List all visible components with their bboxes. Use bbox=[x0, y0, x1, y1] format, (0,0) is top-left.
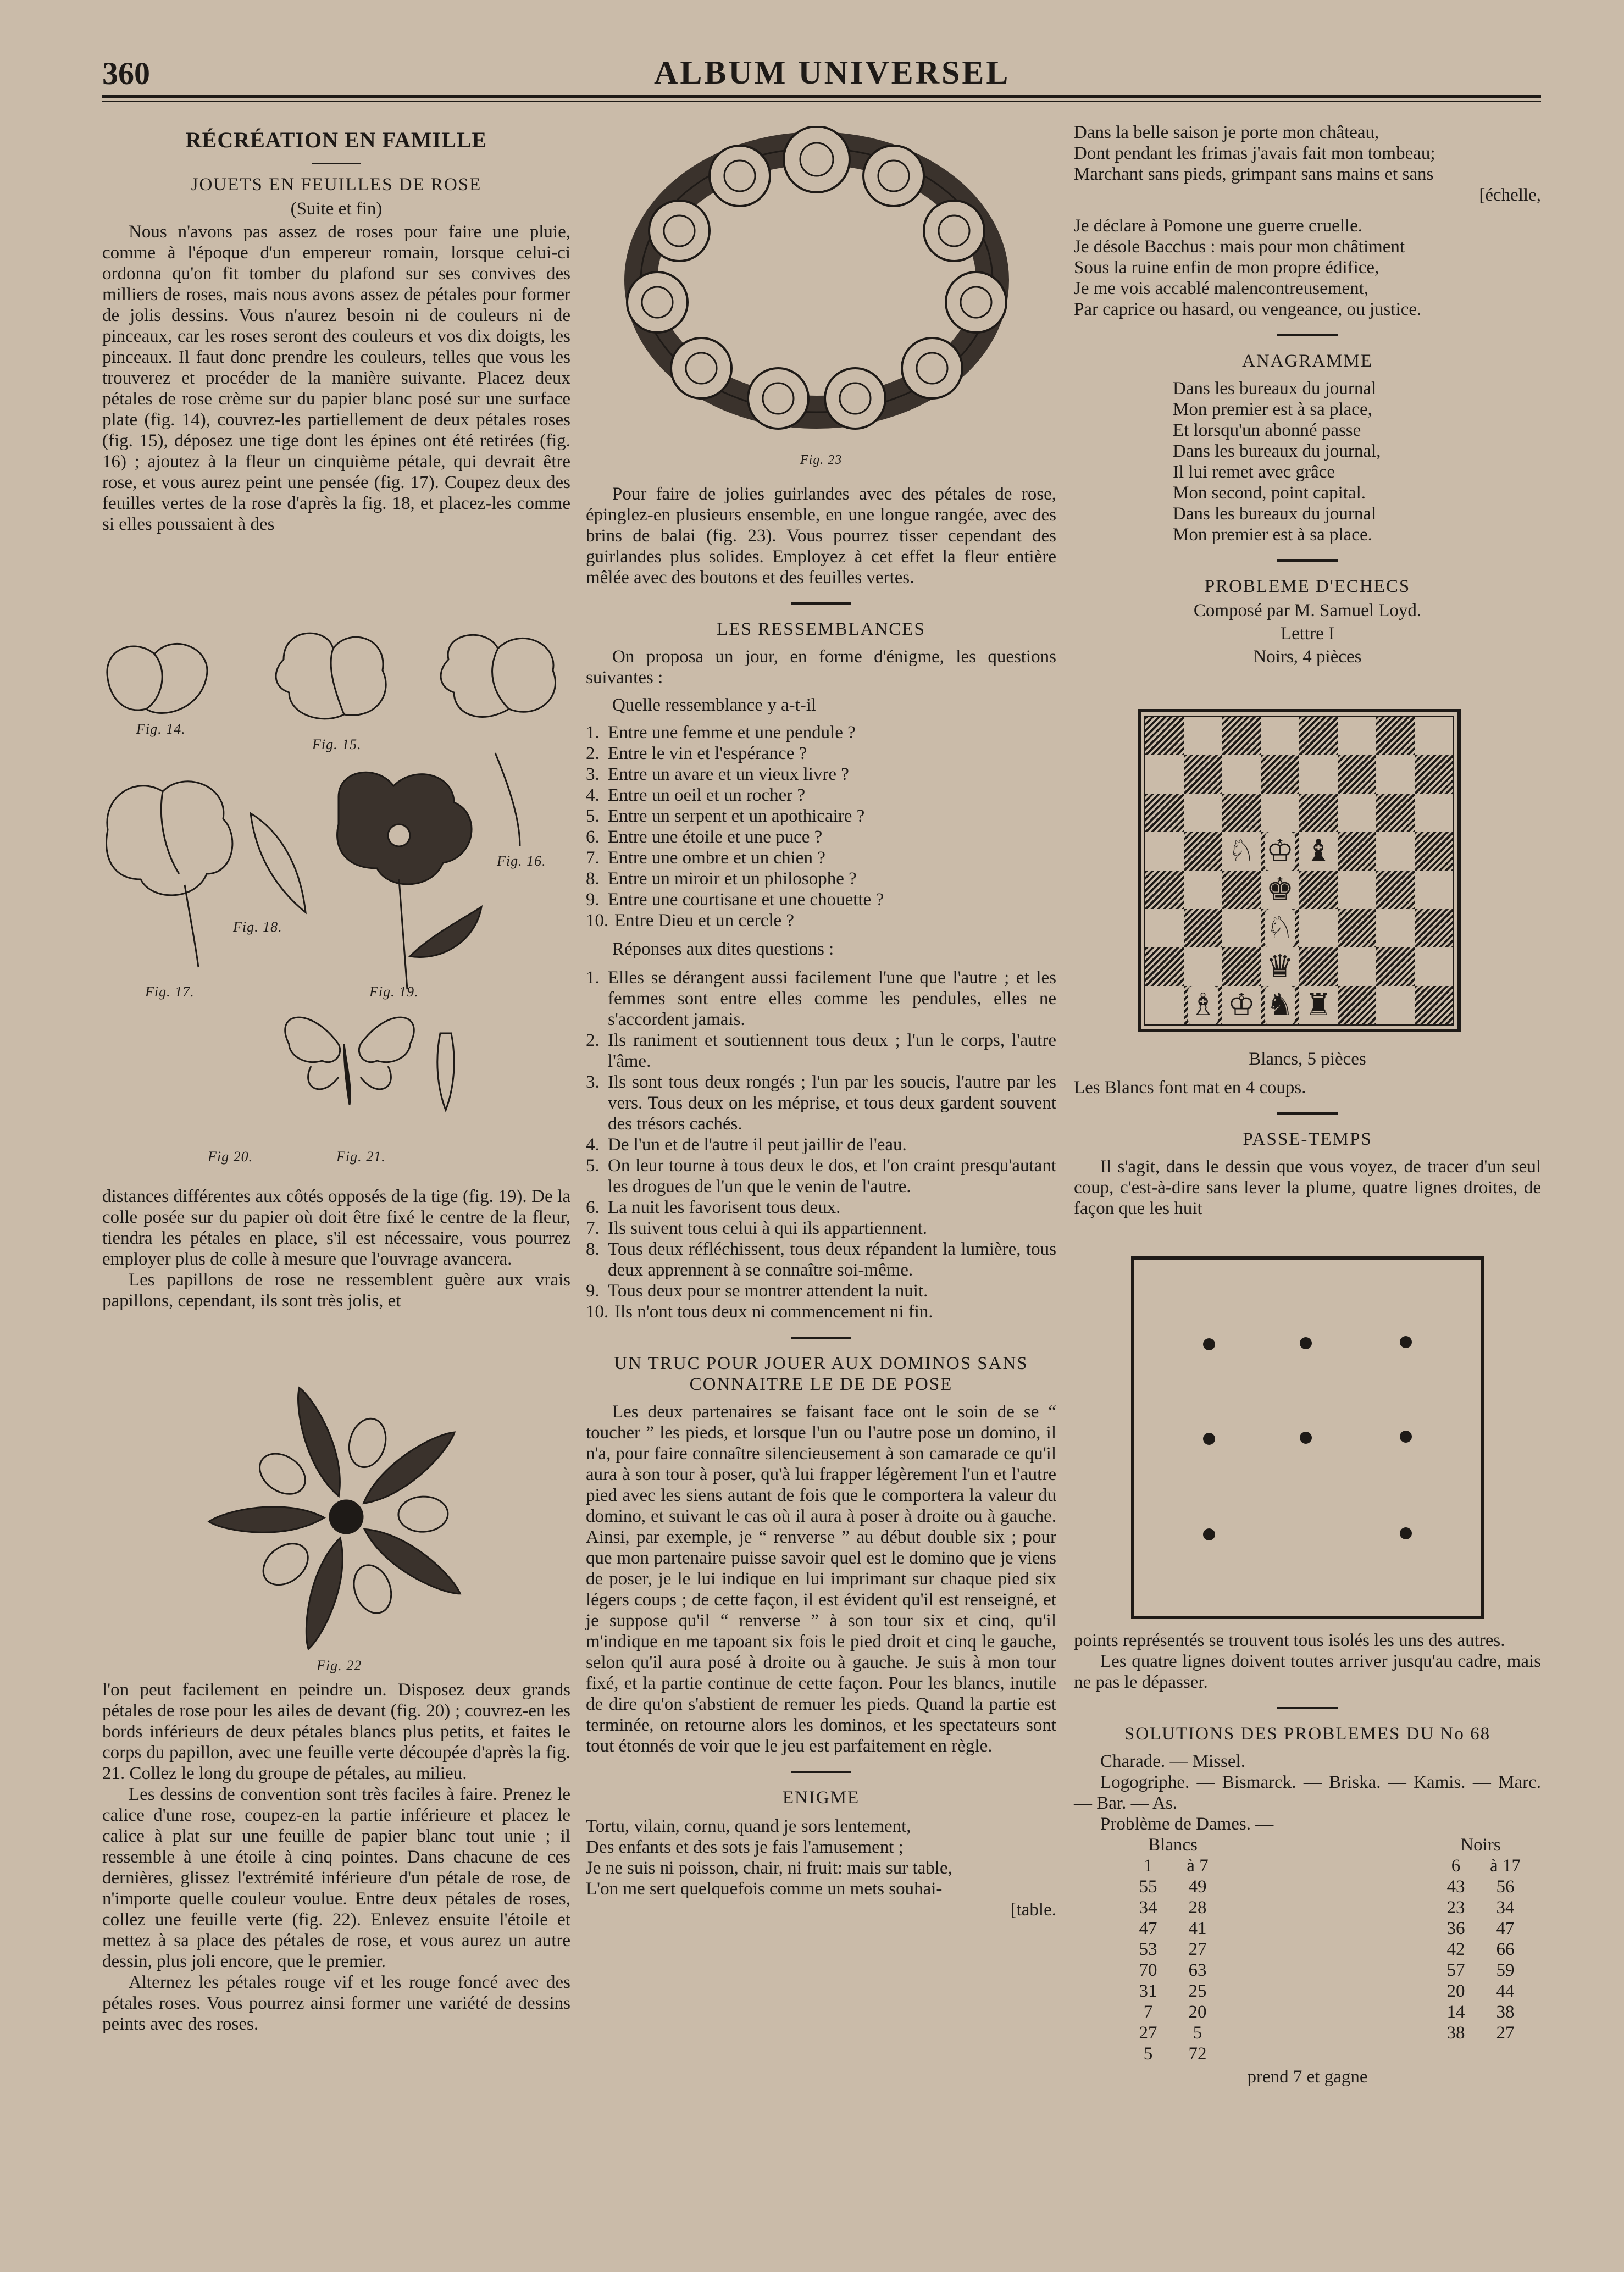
table-cell: 34 bbox=[1496, 1898, 1515, 1918]
table-cell: 72 bbox=[1188, 2044, 1207, 2064]
domino-heading: UN TRUC POUR JOUER AUX DOMINOS SANS CONNAITRE LE DE DE POSE bbox=[614, 1354, 1028, 1394]
enigme-heading: ENIGME bbox=[782, 1788, 860, 1808]
table-cell: 56 bbox=[1496, 1877, 1515, 1897]
chess-square bbox=[1299, 755, 1338, 794]
chess-square bbox=[1299, 794, 1338, 832]
list-item: 4. De l'un et de l'autre il peut jaillir de l'eau. bbox=[586, 1135, 907, 1155]
chess-letter: Lettre I bbox=[1280, 624, 1335, 644]
chess-square bbox=[1376, 909, 1415, 947]
chess-square bbox=[1338, 909, 1376, 947]
chess-square bbox=[1299, 986, 1338, 1024]
left-column-top bbox=[102, 130, 570, 535]
fig-20-drawing bbox=[285, 1017, 414, 1105]
solution-charade: Charade. — Missel. bbox=[1100, 1752, 1245, 1771]
divider bbox=[1277, 1112, 1338, 1115]
chess-square bbox=[1415, 871, 1453, 909]
fig-14-caption: Fig. 14. bbox=[136, 721, 186, 737]
table-cell: 66 bbox=[1496, 1939, 1515, 1959]
petal-figures bbox=[102, 627, 570, 1176]
chess-square bbox=[1299, 947, 1338, 986]
verse-line: Mon second, point capital. bbox=[1173, 483, 1366, 503]
chess-square bbox=[1184, 871, 1222, 909]
chess-piece: ♔ bbox=[1265, 832, 1295, 871]
fig-22-drawing bbox=[181, 1363, 511, 1671]
chess-square bbox=[1145, 909, 1184, 947]
chess-square bbox=[1184, 909, 1222, 947]
verse-line: Il lui remet avec grâce bbox=[1173, 462, 1335, 482]
spacer bbox=[1222, 2043, 1431, 2064]
verse-line: Dans les bureaux du journal bbox=[1173, 379, 1377, 398]
passe-temps-puzzle bbox=[1131, 1256, 1484, 1619]
fig-18-drawing bbox=[251, 813, 306, 912]
article-paragraph: Les papillons de rose ne ressemblent guère aux vrais papillons, cependant, ils sont très jolis, et bbox=[102, 1270, 570, 1311]
fig-18-caption: Fig. 18. bbox=[233, 919, 282, 935]
chess-heading: PROBLEME D'ECHECS bbox=[1204, 577, 1411, 596]
fig-21-drawing bbox=[437, 1033, 454, 1110]
page-number: 360 bbox=[102, 56, 150, 91]
table-cell: 42 bbox=[1446, 1939, 1465, 1959]
chess-square bbox=[1338, 871, 1376, 909]
chess-piece: ♘ bbox=[1227, 833, 1256, 869]
enigme-continued bbox=[1074, 122, 1541, 320]
left-column-bottom bbox=[102, 1680, 570, 2035]
noirs-header: Noirs bbox=[1460, 1835, 1501, 1855]
list-item: 6. La nuit les favorisent tous deux. bbox=[586, 1198, 841, 1217]
article-paragraph: l'on peut facilement en peindre un. Disposez deux grands pétales de rose pour les ailes de devant (fig. 20) ; couvrez-en les bords inférieurs de deux pétales blancs plus petits, et faites le corps du papillon, avec une feuille verte découpée d'après la fig. 21. Collez le long du groupe de pétales, au milieu. bbox=[102, 1680, 570, 1783]
anagramme-heading: ANAGRAMME bbox=[1241, 351, 1373, 371]
table-cell: 25 bbox=[1188, 1981, 1207, 2001]
right-column-bottom bbox=[1074, 1630, 1541, 2090]
chess-square bbox=[1222, 909, 1261, 947]
spacer bbox=[1222, 1855, 1431, 1876]
list-item: 5. Entre un serpent et un apothicaire ? bbox=[586, 806, 865, 826]
middle-column bbox=[586, 484, 1056, 1920]
divider bbox=[1277, 1707, 1338, 1709]
verse-line: Je me vois accablé malencontreusement, bbox=[1074, 279, 1369, 298]
journal-title: ALBUM UNIVERSEL bbox=[654, 54, 1011, 91]
spacer bbox=[1222, 1876, 1431, 1897]
table-cell: 7 bbox=[1143, 2002, 1153, 2022]
header-rule-thin bbox=[102, 101, 1541, 102]
divider bbox=[791, 1771, 851, 1773]
verse-line: L'on me sert quelquefois comme un mets souhai- bbox=[586, 1879, 943, 1899]
fig-21-caption: Fig. 21. bbox=[336, 1149, 386, 1165]
passe-temps-text: points représentés se trouvent tous isolés les uns des autres. bbox=[1074, 1631, 1505, 1650]
chess-square bbox=[1338, 986, 1376, 1024]
chess-square bbox=[1376, 947, 1415, 986]
fig-14-drawing bbox=[107, 644, 207, 713]
table-cell: 38 bbox=[1446, 2023, 1465, 2043]
passe-temps-text: Les quatre lignes doivent toutes arriver jusqu'au cadre, mais ne pas le dépasser. bbox=[1074, 1652, 1541, 1692]
chess-square bbox=[1145, 755, 1184, 794]
table-cell bbox=[1431, 2043, 1481, 2064]
spacer bbox=[1222, 2022, 1431, 2043]
chess-square bbox=[1338, 717, 1376, 755]
chess-square bbox=[1222, 832, 1261, 871]
table-cell: 47 bbox=[1496, 1919, 1515, 1938]
chess-square bbox=[1261, 794, 1299, 832]
right-column-mid bbox=[1074, 1049, 1541, 1219]
chess-piece: ♘ bbox=[1265, 909, 1295, 947]
article-heading: JOUETS EN FEUILLES DE ROSE bbox=[191, 175, 482, 195]
header-rule-thick bbox=[102, 95, 1541, 98]
solution-end: prend 7 et gagne bbox=[1247, 2067, 1368, 2087]
spacer bbox=[1222, 1897, 1431, 1918]
divider bbox=[791, 602, 851, 605]
table-cell: 6 bbox=[1451, 1856, 1461, 1876]
table-cell: 57 bbox=[1446, 1960, 1465, 1980]
table-cell: 59 bbox=[1496, 1960, 1515, 1980]
chess-square bbox=[1415, 755, 1453, 794]
domino-paragraph: Les deux partenaires se faisant face ont le soin de se “ toucher ” les pieds, et lorsque l'un ou l'autre pose un domino, il n'a, pour faire connaître silencieusement à son camarade ce qu'il aura à son tour à poser, qu'à lui frapper légèrement l'un et l'autre pied avec les siens autant de fois que le comportera la valeur du domino, et suivant le cas où il aura à poser à droite ou à gauche. Ainsi, par exemple, je “ renverse ” au début double six ; pour que mon partenaire puisse savoir quel est le domino que je viens de poser, je le lui indique en lui imprimant sur chaque pied six légers coups ; de cette façon, il est évident qu'il est renseigné, et je suppose qu'il “ renverse ” à son tour six et cinq, qu'il m'indique en me tapoant six fois le pied droit et cinq le gauche, selon qu'il aura posé à droite ou à gauche. Je suis à mon tour fixé, et la partie continue de cette façon. Pour les blancs, inutile de dire qu'on s'abstient de remuer les pieds. Quand la partie est terminée, on retourne alors les dominos, et les spectateurs sont tout étonnés de voir que le jeu est parfaitement en règle. bbox=[586, 1402, 1056, 1756]
chess-square bbox=[1376, 871, 1415, 909]
solutions-heading: SOLUTIONS DES PROBLEMES DU No 68 bbox=[1124, 1724, 1491, 1744]
chess-square bbox=[1145, 717, 1184, 755]
table-cell: 70 bbox=[1139, 1960, 1157, 1980]
verse-line: Des enfants et des sots je fais l'amusement ; bbox=[586, 1837, 904, 1857]
chess-piece: ♛ bbox=[1266, 949, 1294, 984]
verse-line: Je ne suis ni poisson, chair, ni fruit: mais sur table, bbox=[586, 1858, 952, 1878]
table-cell: 27 bbox=[1188, 1939, 1207, 1959]
right-column-top bbox=[1074, 122, 1541, 669]
table-cell: 27 bbox=[1139, 2023, 1157, 2043]
article-paragraph: distances différentes aux côtés opposés de la tige (fig. 19). De la colle posée sur du papier où doit être fixé le centre de la fleur, tiendra les pétales en place, s'il est nécessaire, vous pourrez employer plus de colle à mesure que l'ouvrage avancera. bbox=[102, 1187, 570, 1269]
table-cell: 38 bbox=[1496, 2002, 1515, 2022]
table-cell: 20 bbox=[1446, 1981, 1465, 2001]
passe-temps-heading: PASSE-TEMPS bbox=[1243, 1129, 1372, 1149]
fig-17-drawing bbox=[107, 782, 232, 967]
fig-23-caption: Fig. 23 bbox=[800, 453, 843, 467]
table-cell: 63 bbox=[1188, 1960, 1207, 1980]
chessboard bbox=[1138, 709, 1461, 1032]
answers-list bbox=[586, 967, 1056, 1322]
list-item: 1. Elles se dérangent aussi facilement l'une que l'autre ; et les femmes sont entre elles comme les pendules, elles ne s'accordent jamais. bbox=[586, 968, 1056, 1029]
chess-square bbox=[1261, 909, 1299, 947]
chess-square bbox=[1261, 986, 1299, 1024]
chess-piece: ♞ bbox=[1265, 986, 1295, 1024]
verse-line: Dont pendant les frimas j'avais fait mon tombeau; bbox=[1074, 143, 1435, 163]
chess-square bbox=[1261, 832, 1299, 871]
chess-piece: ♝ bbox=[1304, 833, 1333, 869]
chess-author: Composé par M. Samuel Loyd. bbox=[1193, 601, 1422, 620]
list-item: 9. Entre une courtisane et une chouette ? bbox=[586, 890, 884, 910]
chessboard-grid bbox=[1144, 716, 1454, 1026]
chess-goal: Les Blancs font mat en 4 coups. bbox=[1074, 1078, 1306, 1098]
fig-16-caption: Fig. 16. bbox=[497, 853, 546, 869]
chess-piece: ♜ bbox=[1304, 987, 1333, 1023]
chess-square bbox=[1415, 832, 1453, 871]
anagramme-verse bbox=[1173, 378, 1541, 545]
spacer bbox=[1222, 1960, 1431, 1981]
section-title: RÉCRÉATION EN FAMILLE bbox=[185, 128, 487, 152]
chess-square bbox=[1299, 871, 1338, 909]
fig-17-caption: Fig. 17. bbox=[145, 984, 195, 1000]
spacer bbox=[1222, 1918, 1431, 1939]
list-item: 3. Entre un avare et un vieux livre ? bbox=[586, 764, 849, 784]
fig-15-drawing bbox=[276, 633, 386, 719]
verse-line: Par caprice ou hasard, ou vengeance, ou justice. bbox=[1074, 300, 1422, 319]
chess-square bbox=[1415, 947, 1453, 986]
chess-square bbox=[1299, 717, 1338, 755]
chess-square bbox=[1145, 871, 1184, 909]
article-paragraph: Les dessins de convention sont très faciles à faire. Prenez le calice d'une rose, coupez-en la partie inférieure et placez le calice à plat sur une feuille de papier blanc tout unie ; il ressemble à une étoile à cinq pointes. Dans chacune de ces dernières, glissez l'extrémité inférieure d'un pétale de rose, de n'importe quelle couleur voulue. Entre deux pétales de roses, collez une feuille verte (fig. 22). Enlevez ensuite l'étoile et mettez à sa place des pétales de rose, et vous aurez un autre dessin, plus joli encore, que le premier. bbox=[102, 1785, 570, 1971]
table-cell: à 7 bbox=[1187, 1856, 1209, 1876]
spacer bbox=[1222, 1981, 1431, 2002]
table-cell: 34 bbox=[1139, 1898, 1157, 1918]
table-cell: 43 bbox=[1446, 1877, 1465, 1897]
table-cell bbox=[1481, 2043, 1530, 2064]
chess-square bbox=[1415, 986, 1453, 1024]
verse-line: Mon premier est à sa place, bbox=[1173, 400, 1372, 419]
chess-square bbox=[1376, 986, 1415, 1024]
chess-square bbox=[1222, 717, 1261, 755]
chess-square bbox=[1184, 986, 1222, 1024]
chess-black-label: Noirs, 4 pièces bbox=[1253, 647, 1362, 667]
list-item: 10. Entre Dieu et un cercle ? bbox=[586, 911, 795, 930]
chess-square bbox=[1222, 755, 1261, 794]
list-item: 5. On leur tourne à tous deux le dos, et l'on craint presqu'autant les drogues de l'un que le venin de l'autre. bbox=[586, 1156, 1056, 1196]
list-item: 8. Entre un miroir et un philosophe ? bbox=[586, 869, 857, 889]
left-column-mid bbox=[102, 1186, 570, 1311]
chess-square bbox=[1299, 909, 1338, 947]
chess-square bbox=[1222, 794, 1261, 832]
chess-piece: ♚ bbox=[1266, 872, 1294, 907]
dames-solution-table bbox=[1123, 1835, 1541, 2064]
blancs-header: Blancs bbox=[1148, 1835, 1198, 1855]
chess-white-label: Blancs, 5 pièces bbox=[1249, 1049, 1366, 1069]
table-cell: 27 bbox=[1496, 2023, 1515, 2043]
table-cell: 5 bbox=[1143, 2044, 1153, 2064]
table-cell: 53 bbox=[1139, 1939, 1157, 1959]
chess-square bbox=[1184, 832, 1222, 871]
spacer bbox=[1222, 1939, 1431, 1960]
chess-piece: ♗ bbox=[1188, 986, 1218, 1024]
chess-square bbox=[1145, 986, 1184, 1024]
table-cell: 49 bbox=[1188, 1877, 1207, 1897]
list-item: 7. Entre une ombre et un chien ? bbox=[586, 848, 825, 868]
fig-15-caption: Fig. 15. bbox=[312, 736, 362, 752]
divider bbox=[312, 163, 361, 164]
divider bbox=[1277, 559, 1338, 562]
chess-square bbox=[1184, 947, 1222, 986]
chess-square bbox=[1415, 794, 1453, 832]
chess-square bbox=[1145, 794, 1184, 832]
verse-line: Et lorsqu'un abonné passe bbox=[1173, 420, 1361, 440]
table-cell: 1 bbox=[1143, 1856, 1153, 1876]
table-cell: 28 bbox=[1188, 1898, 1207, 1918]
list-item: 6. Entre une étoile et une puce ? bbox=[586, 827, 823, 847]
table-cell: 36 bbox=[1446, 1919, 1465, 1938]
table-cell: 55 bbox=[1139, 1877, 1157, 1897]
passe-temps-text: Il s'agit, dans le dessin que vous voyez, de tracer d'un seul coup, c'est-à-dire sans lever la plume, quatre lignes droites, de façon que les huit bbox=[1074, 1157, 1541, 1218]
ressemblances-intro: On proposa un jour, en forme d'énigme, les questions suivantes : bbox=[586, 647, 1056, 688]
table-cell: 41 bbox=[1188, 1919, 1207, 1938]
chess-square bbox=[1145, 947, 1184, 986]
fig-19-caption: Fig. 19. bbox=[369, 984, 419, 1000]
verse-line: Dans les bureaux du journal bbox=[1173, 504, 1377, 524]
ressemblances-heading: LES RESSEMBLANCES bbox=[717, 619, 925, 639]
article-paragraph: Nous n'avons pas assez de roses pour faire une pluie, comme à l'époque d'un empereur romain, lorsque celui-ci ordonna qu'on fit tomber du plafond sur ses convives des milliers de roses, mais nous avons assez de pétales pour former de jolis dessins. Vous n'aurez besoin ni de couleurs ni de pinceaux, car les roses seront des couleurs et vos dix doigts, les pinceaux. Il faut donc prendre les couleurs, telles que vous les trouverez et procéder de la manière suivante. Placez deux pétales de rose crème sur du papier blanc posé sur une surface plate (fig. 14), couvrez-les partiellement de deux pétales roses (fig. 15), déposez une tige dont les épines ont été retirées (fig. 16) ; ajoutez à la fleur un cinquième pétale, qui devrait être rose, et vous aurez peint une pensée (fig. 17). Coupez deux des feuilles vertes de la rose d'après la fig. 18, et placez-les comme si elles poussaient à des bbox=[102, 222, 570, 534]
list-item: 2. Entre le vin et l'espérance ? bbox=[586, 744, 807, 763]
fig-20-caption: Fig 20. bbox=[208, 1149, 253, 1165]
verse-line: Sous la ruine enfin de mon propre édifice, bbox=[1074, 258, 1379, 278]
solution-logogriphe: Logogriphe. — Bismarck. — Briska. — Kamis. — Marc. — Bar. — As. bbox=[1074, 1772, 1541, 1813]
list-item: 1. Entre une femme et une pendule ? bbox=[586, 723, 856, 742]
table-cell: 44 bbox=[1496, 1981, 1515, 2001]
chess-square bbox=[1184, 794, 1222, 832]
chess-square bbox=[1338, 755, 1376, 794]
verse-line: [table. bbox=[1010, 1900, 1056, 1920]
chess-square bbox=[1338, 832, 1376, 871]
chess-square bbox=[1184, 717, 1222, 755]
list-item: 4. Entre un oeil et un rocher ? bbox=[586, 785, 806, 805]
fig-23-garland-drawing bbox=[619, 126, 1015, 434]
chess-piece: ♔ bbox=[1227, 987, 1256, 1023]
enigme-verse bbox=[586, 1816, 1056, 1920]
chess-square bbox=[1376, 755, 1415, 794]
divider bbox=[1277, 334, 1338, 336]
list-item: 3. Ils sont tous deux rongés ; l'un par les soucis, l'autre par les vers. Tous deux on les méprise, et tous deux gardent souvent des trésors cachés. bbox=[586, 1072, 1056, 1134]
table-cell: 5 bbox=[1193, 2023, 1202, 2043]
chess-square bbox=[1222, 947, 1261, 986]
verse-line: Je déclare à Pomone une guerre cruelle. bbox=[1074, 216, 1362, 236]
questions-list bbox=[586, 722, 1056, 931]
chess-square bbox=[1376, 717, 1415, 755]
verse-line: Je désole Bacchus : mais pour mon châtiment bbox=[1074, 237, 1405, 257]
chess-square bbox=[1222, 986, 1261, 1024]
verse-line: Dans la belle saison je porte mon château, bbox=[1074, 123, 1379, 142]
verse-line: Tortu, vilain, cornu, quand je sors lentement, bbox=[586, 1816, 911, 1836]
chess-square bbox=[1376, 794, 1415, 832]
fig-22-caption: Fig. 22 bbox=[317, 1658, 362, 1673]
article-paragraph: Alternez les pétales rouge vif et les rouge foncé avec des pétales roses. Vous pourrez ainsi former une variété de dessins peints avec des roses. bbox=[102, 1972, 570, 2034]
table-cell: 20 bbox=[1188, 2002, 1207, 2022]
garland-paragraph: Pour faire de jolies guirlandes avec des pétales de rose, épinglez-en plusieurs ensemble, en une longue rangée, avec des brins de balai (fig. 23). Vous pourrez tisser cependant des guirlandes plus solides. Employez à cet effet la fleur entière mêlée avec des boutons et des feuilles vertes. bbox=[586, 484, 1056, 588]
list-item: 8. Tous deux réfléchissent, tous deux répandent la lumière, tous deux apprennent à se connaître soi-même. bbox=[586, 1239, 1056, 1280]
verse-line: Dans les bureaux du journal, bbox=[1173, 441, 1381, 461]
chess-square bbox=[1338, 947, 1376, 986]
list-item: 10. Ils n'ont tous deux ni commencement ni fin. bbox=[586, 1302, 933, 1322]
chess-square bbox=[1338, 794, 1376, 832]
chess-square bbox=[1261, 717, 1299, 755]
table-cell: à 17 bbox=[1490, 1856, 1521, 1876]
table-cell: 23 bbox=[1446, 1898, 1465, 1918]
chess-square bbox=[1415, 909, 1453, 947]
chess-square bbox=[1184, 755, 1222, 794]
divider bbox=[791, 1337, 851, 1339]
chess-square bbox=[1261, 871, 1299, 909]
list-item: 7. Ils suivent tous celui à qui ils appartiennent. bbox=[586, 1218, 928, 1238]
chess-square bbox=[1222, 871, 1261, 909]
chess-square bbox=[1145, 832, 1184, 871]
fig-19-drawing bbox=[337, 772, 481, 989]
verse-line: Mon premier est à sa place. bbox=[1173, 525, 1372, 545]
chess-square bbox=[1415, 717, 1453, 755]
list-item: 2. Ils raniment et soutiennent tous deux ; l'un le corps, l'autre l'âme. bbox=[586, 1030, 1056, 1071]
table-cell: 14 bbox=[1446, 2002, 1465, 2022]
list-item: 9. Tous deux pour se montrer attendent la nuit. bbox=[586, 1281, 928, 1301]
article-subheading: (Suite et fin) bbox=[290, 199, 383, 219]
chess-square bbox=[1299, 832, 1338, 871]
chess-square bbox=[1261, 947, 1299, 986]
chess-square bbox=[1376, 832, 1415, 871]
table-cell: 31 bbox=[1139, 1981, 1157, 2001]
verse-line: Marchant sans pieds, grimpant sans mains et sans bbox=[1074, 164, 1434, 184]
solution-dames: Problème de Dames. — bbox=[1100, 1814, 1274, 1834]
ressemblances-question: Quelle ressemblance y a-t-il bbox=[612, 695, 817, 715]
spacer bbox=[1222, 2002, 1431, 2022]
verse-line: [échelle, bbox=[1479, 185, 1541, 205]
chess-square bbox=[1261, 755, 1299, 794]
answers-heading: Réponses aux dites questions : bbox=[612, 939, 834, 959]
table-cell: 47 bbox=[1139, 1919, 1157, 1938]
